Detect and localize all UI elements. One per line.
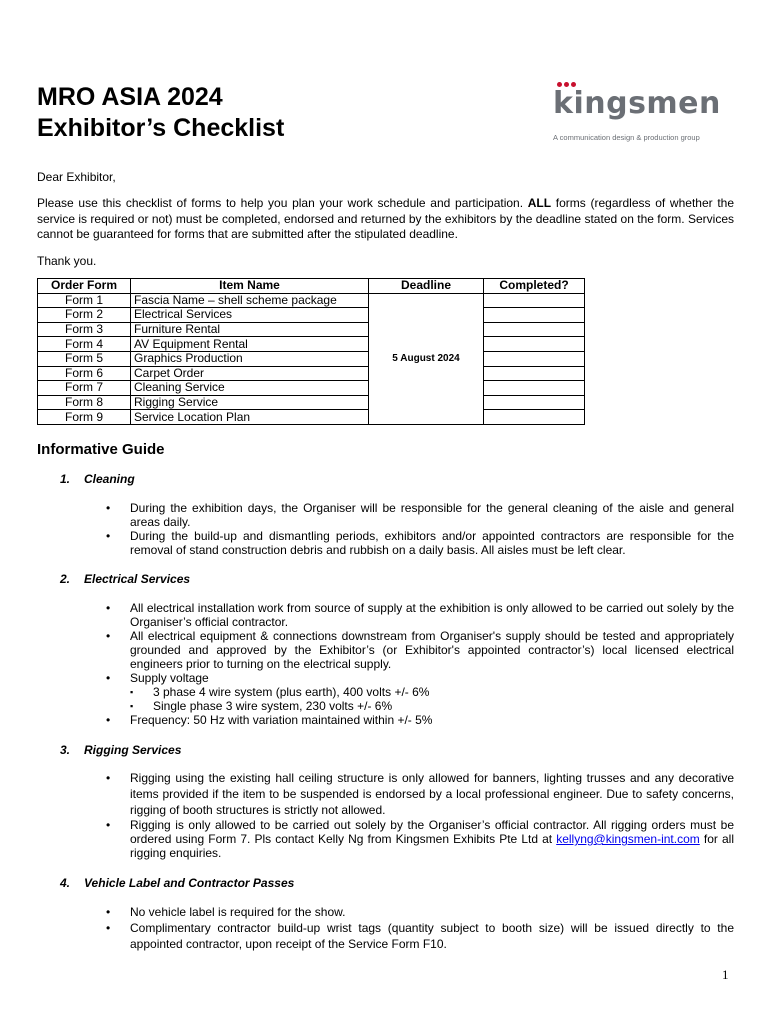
table-row: [38, 351, 585, 366]
item-cell: Fascia Name – shell scheme package: [131, 293, 369, 308]
form-cell: Form 6: [38, 366, 131, 381]
section-electrical-heading: 2. Electrical Services: [60, 572, 191, 586]
item-cell: Furniture Rental: [131, 322, 369, 337]
list-item: • During the exhibition days, the Organiser will be responsible for the general cleaning of the aisle and general areas daily.: [0, 501, 734, 529]
item-cell: Cleaning Service: [131, 381, 369, 396]
list-item: • No vehicle label is required for the show.: [0, 904, 734, 920]
header-order-form: Order Form: [38, 279, 131, 294]
completed-cell[interactable]: [484, 410, 585, 425]
completed-cell[interactable]: [484, 322, 585, 337]
completed-cell[interactable]: [484, 381, 585, 396]
cleaning-list: [0, 501, 734, 557]
item-cell: Graphics Production: [131, 351, 369, 366]
section-vehicle-heading: 4. Vehicle Label and Contractor Passes: [60, 876, 295, 890]
table-row: [38, 322, 585, 337]
form-cell: Form 7: [38, 381, 131, 396]
list-item: ▪ 3 phase 4 wire system (plus earth), 400 volts +/- 6%: [130, 685, 734, 699]
intro-paragraph: Please use this checklist of forms to help you plan your work schedule and participation. ALL forms (regardless of whether the service is required or not) must be completed, endorsed and returned by the exhibitors by the deadline stated on the form. Services cannot be guaranteed for forms that are submitted after the stipulated deadline.: [37, 196, 735, 241]
checklist-table: [37, 278, 585, 425]
list-item: [0, 671, 734, 713]
logo-wordmark: kingsmen: [553, 86, 721, 121]
table-row: [38, 395, 585, 410]
rigging-list: [0, 770, 734, 860]
form-cell: Form 3: [38, 322, 131, 337]
completed-cell[interactable]: [484, 293, 585, 308]
kelly-email-link[interactable]: kellyng@kingsmen-int.com: [556, 832, 700, 846]
item-cell: Rigging Service: [131, 395, 369, 410]
form-cell: Form 1: [38, 293, 131, 308]
title-line-2: Exhibitor’s Checklist: [37, 114, 285, 142]
guide-heading: Informative Guide: [37, 441, 165, 458]
document-title: [37, 82, 284, 144]
table-row: [38, 293, 585, 308]
header-item-name: Item Name: [131, 279, 369, 294]
voltage-sublist: [130, 685, 734, 713]
header-completed: Completed?: [484, 279, 585, 294]
item-cell: Electrical Services: [131, 308, 369, 323]
greeting: Dear Exhibitor,: [37, 170, 116, 184]
list-item: • Complimentary contractor build-up wrist tags (quantity subject to booth size) will be issued directly to the appointed contractor, upon receipt of the Service Form F10.: [0, 920, 734, 952]
page-number: 1: [722, 967, 729, 982]
all-emphasis: ALL: [527, 196, 552, 210]
list-item: • Rigging using the existing hall ceiling structure is only allowed for banners, lighting trusses and any decorative items provided if the item to be suspended is endorsed by a local professional engineer. Due to safety concerns, rigging of booth structures is strictly not allowed.: [0, 770, 734, 818]
completed-cell[interactable]: [484, 395, 585, 410]
completed-cell[interactable]: [484, 308, 585, 323]
table-row: [38, 308, 585, 323]
list-item: • All electrical installation work from source of supply at the exhibition is only allowed to be carried out solely by the Organiser’s official contractor.: [0, 601, 734, 629]
title-line-1: MRO ASIA 2024: [37, 83, 223, 111]
list-item: • Rigging is only allowed to be carried out solely by the Organiser’s official contractor. All rigging orders must be ordered using Form 7. Pls contact Kelly Ng from Kingsmen Exhibits Pte Ltd at kellyng@kingsmen-int.com for all rigging enquiries.: [0, 818, 734, 860]
deadline-cell: 5 August 2024: [369, 293, 484, 424]
header-deadline: Deadline: [369, 279, 484, 294]
table-row: [38, 337, 585, 352]
table-row: [38, 366, 585, 381]
item-cell: Carpet Order: [131, 366, 369, 381]
section-rigging-heading: 3. Rigging Services: [60, 743, 182, 757]
supply-voltage-label: Supply voltage: [130, 671, 209, 685]
form-cell: Form 4: [38, 337, 131, 352]
completed-cell[interactable]: [484, 366, 585, 381]
list-item: ▪ Single phase 3 wire system, 230 volts +/- 6%: [130, 699, 734, 713]
logo-tagline: A communication design & production group: [553, 133, 700, 142]
completed-cell[interactable]: [484, 351, 585, 366]
table-row: [38, 410, 585, 425]
vehicle-list: [0, 904, 734, 952]
list-item: • All electrical equipment & connections downstream from Organiser's supply should be tested and appropriately grounded and approved by the Exhibitor’s (or Exhibitor's appointed contractor’s) local licensed electrical engineers prior to turning on the electrical supply.: [0, 629, 734, 671]
electrical-list: [0, 601, 734, 727]
item-cell: Service Location Plan: [131, 410, 369, 425]
item-cell: AV Equipment Rental: [131, 337, 369, 352]
table-header-row: [38, 279, 585, 294]
section-cleaning-heading: 1. Cleaning: [60, 472, 135, 486]
completed-cell[interactable]: [484, 337, 585, 352]
list-item: • Frequency: 50 Hz with variation maintained within +/- 5%: [0, 713, 734, 727]
form-cell: Form 5: [38, 351, 131, 366]
form-cell: Form 9: [38, 410, 131, 425]
form-cell: Form 8: [38, 395, 131, 410]
list-item: • During the build-up and dismantling periods, exhibitors and/or appointed contractors are responsible for the removal of stand construction debris and rubbish on a daily basis. All aisles must be left clear.: [0, 529, 734, 557]
table-row: [38, 381, 585, 396]
form-cell: Form 2: [38, 308, 131, 323]
thank-you: Thank you.: [37, 254, 97, 268]
